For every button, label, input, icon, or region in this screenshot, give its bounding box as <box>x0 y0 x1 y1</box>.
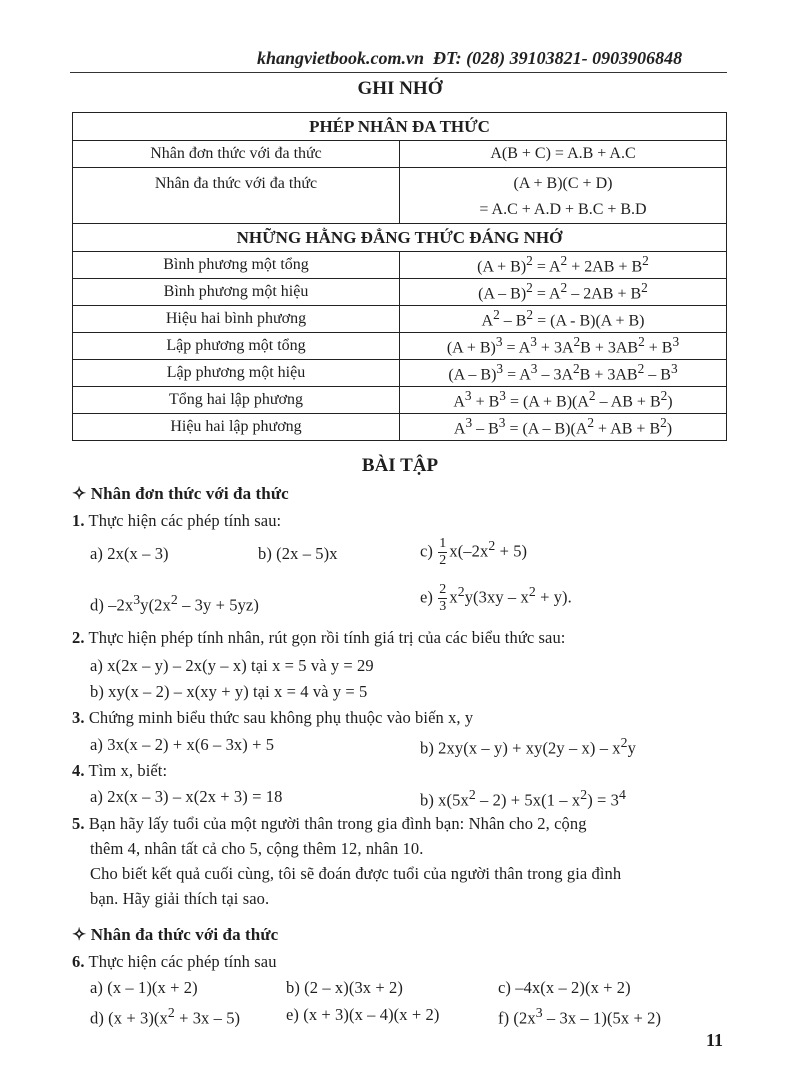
row-formula: $A^3 - B^3 = (A - B)(A^2$ + AB + $B^2$) <box>400 414 727 441</box>
summary-table <box>72 112 727 441</box>
sub-item: a) (x – 1)(x + 2) <box>90 978 198 997</box>
exercise-number: 6. <box>72 952 85 971</box>
formula-tail: = (A - B)(A + B) <box>537 312 645 330</box>
exercise-1 <box>72 511 281 531</box>
sub-item: a) 2x(x – 3) <box>90 544 169 563</box>
exercise-number: 1. <box>72 511 85 530</box>
page-header <box>257 48 682 69</box>
exercise-3 <box>72 708 473 728</box>
row-name: Tổng hai lập phương <box>73 387 400 414</box>
header-site: khangvietbook.com.vn <box>257 48 424 68</box>
formula-line: = A.C + A.D + B.C + B.D <box>479 201 647 218</box>
group-heading-text: Nhân đơn thức với đa thức <box>90 484 289 503</box>
row-name: Bình phương một tổng <box>73 252 400 279</box>
exercise-text: Thực hiện phép tính nhân, rút gọn rồi tính giá trị của các biểu thức sau: <box>88 628 566 647</box>
page-number: 11 <box>706 1030 724 1050</box>
sub-item: e) $\frac{2}{3}$ $x^2y(3xy - x^2 + y)$. <box>420 582 572 614</box>
sub-item: d) $(x + 3)(x^2 + 3x - 5)$ <box>90 1005 241 1028</box>
row-name: Hiệu hai bình phương <box>73 306 400 333</box>
sub-item: b) (2x – 5)x <box>258 544 338 563</box>
exercise-text: thêm 4, nhân tất cả cho 5, cộng thêm 12, nhân 10. <box>90 839 424 858</box>
exercise-text: Thực hiện các phép tính sau <box>88 952 277 971</box>
group-heading: ✧ Nhân đơn thức với đa thức <box>72 484 289 503</box>
exercise-number: 4. <box>72 761 85 780</box>
row-formula: $A^2 - B^2 = (A - B)(A + B)$ <box>400 306 727 333</box>
group-heading: ✧ Nhân đa thức với đa thức <box>72 925 279 944</box>
sub-item: e) (x + 3)(x – 4)(x + 2) <box>286 1005 440 1024</box>
exercise-text: Thực hiện các phép tính sau: <box>88 511 282 530</box>
sub-item: b) xy(x – 2) – x(xy + y) tại x = 4 và y = 5 <box>90 682 368 701</box>
sub-item: c) $\frac{1}{2}$ $x(-2x^2 + 5)$ <box>420 536 528 568</box>
sub-item: c) –4x(x – 2)(x + 2) <box>498 978 631 997</box>
header-rule <box>70 72 727 73</box>
sub-item: b) $x(5x^2 - 2) + 5x(1 - x^2) = 3^4$ <box>420 787 626 810</box>
row-formula <box>400 168 727 224</box>
section-title-multiplication: PHÉP NHÂN ĐA THỨC <box>73 113 727 141</box>
exercise-4 <box>72 761 167 781</box>
exercise-number: 2. <box>72 628 85 647</box>
row-formula: $A^3 + B^3 = (A + B)(A^2$ – AB + $B^2$) <box>400 387 727 414</box>
row-name: Lập phương một tổng <box>73 333 400 360</box>
exercise-2 <box>72 628 566 648</box>
row-formula: A(B + C) = A.B + A.C <box>400 141 727 168</box>
exercise-text: Chứng minh biểu thức sau không phụ thuộc vào biến x, y <box>88 708 474 727</box>
row-formula: $(A - B)^2 = A^2 - 2AB + B^2$ <box>400 279 727 306</box>
group-heading-text: Nhân đa thức với đa thức <box>90 925 279 944</box>
row-formula: $(A + B)^3 = A^3 + 3A^2B + 3AB^2 + B^3$ <box>400 333 727 360</box>
row-name: Nhân đơn thức với đa thức <box>73 141 400 168</box>
row-name: Nhân đa thức với đa thức <box>73 168 400 224</box>
row-formula: $(A + B)^2 = A^2 + 2AB + B^2$ <box>400 252 727 279</box>
fraction: $\frac{1}{2}$ <box>439 536 447 568</box>
exercise-5 <box>72 814 587 834</box>
section-title-identities: NHỮNG HẰNG ĐẲNG THỨC ĐÁNG NHỚ <box>73 224 727 252</box>
row-name: Hiệu hai lập phương <box>73 414 400 441</box>
formula-line: (A + B)(C + D) <box>513 175 613 192</box>
exercise-6 <box>72 952 277 972</box>
exercise-text: Bạn hãy lấy tuổi của một người thân trong gia đình bạn: Nhân cho 2, cộng <box>88 814 587 833</box>
exercise-text: Cho biết kết quả cuối cùng, tôi sẽ đoán được tuổi của người thân trong gia đình <box>90 864 622 883</box>
row-name: Bình phương một hiệu <box>73 279 400 306</box>
exercise-text: Tìm x, biết: <box>88 761 168 780</box>
sub-item: a) 2x(x – 3) – x(2x + 3) = 18 <box>90 787 283 806</box>
sub-item: b) (2 – x)(3x + 2) <box>286 978 403 997</box>
exercise-number: 5. <box>72 814 85 833</box>
row-name: Lập phương một hiệu <box>73 360 400 387</box>
fraction: $\frac{2}{3}$ <box>439 582 447 614</box>
header-phone: ĐT: (028) 39103821- 0903906848 <box>433 48 683 68</box>
exercise-number: 3. <box>72 708 85 727</box>
sub-item: b) $2xy(x - y) + xy(2y - x) - x^2y$ <box>420 735 636 758</box>
exercise-text: bạn. Hãy giải thích tại sao. <box>90 889 270 908</box>
sub-item: f) $(2x^3 - 3x - 1)(5x + 2)$ <box>498 1005 662 1028</box>
sub-item: d) $-2x^3y(2x^2 - 3y + 5yz)$ <box>90 592 259 615</box>
ghi-nho-title: GHI NHỚ <box>357 78 443 99</box>
bai-tap-title: BÀI TẬP <box>361 455 439 476</box>
sub-item: a) x(2x – y) – 2x(y – x) tại x = 5 và y = 29 <box>90 656 374 675</box>
sub-item: a) 3x(x – 2) + x(6 – 3x) + 5 <box>90 735 275 754</box>
row-formula: $(A - B)^3 = A^3 - 3A^2B + 3AB^2 - B^3$ <box>400 360 727 387</box>
